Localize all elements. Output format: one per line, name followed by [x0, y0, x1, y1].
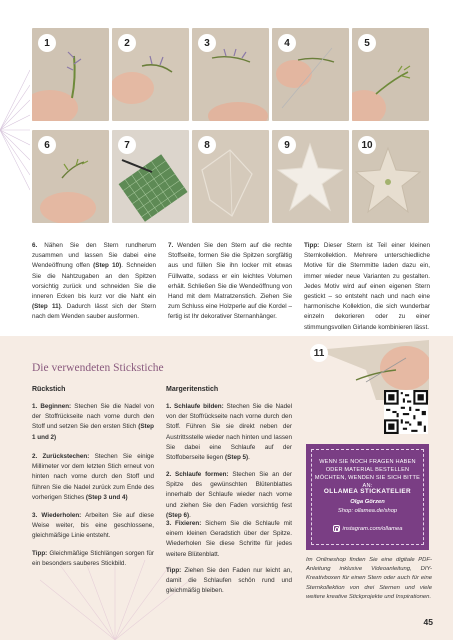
step-photo-5	[352, 28, 429, 121]
instagram-icon	[333, 525, 340, 532]
step-photo-4	[272, 28, 349, 121]
decorative-sunburst	[0, 60, 30, 200]
step-photo-7	[112, 130, 189, 223]
step-number-badge: 1	[38, 34, 56, 52]
section-title: Die verwendeten Stickstiche	[32, 362, 164, 374]
contact-person: Olga Görzen	[350, 499, 385, 505]
step-photo-10	[352, 130, 429, 223]
instruction-column-1: 6. Nähen Sie den Stern rundherum zusammen und lassen Sie dabei eine Wendeöffnung offen (Step 10). Schneiden Sie die Nahtzugaben an den Spitzen vorsichtig zurück und schneiden Sie die inneren Ecken bis kurz vor die Naht ein (Step 11). Dadurch lässt sich der Stern nach dem Wenden sauber ausformen.	[32, 242, 157, 321]
backstitch-step: 2. Zurückstechen: Stechen Sie einige Millimeter vor dem letzten Stich erneut von hinten nach vorne durch den Stoff und führen Sie die Nadel zurück zum Ende des vorherigen Stiches (Step 3 und 4)	[32, 453, 155, 501]
online-shop-note: Im Onlineshop finden Sie eine digitale PDF-Anleitung inklusive Videoanleitung, DIY-Kreativboxen für einen Stern oder auch für eine Sternkollektion von drei Sternen und viele weitere kreative Stickprojekte und Inspirationen.	[306, 557, 432, 600]
step-number-badge: 7	[118, 136, 136, 154]
step-photo-6	[32, 130, 109, 223]
step-number-badge: 2	[118, 34, 136, 52]
step-number-badge: 4	[278, 34, 296, 52]
step-number-badge: 10	[358, 136, 376, 154]
backstitch-step: 3. Wiederholen: Arbeiten Sie auf diese Weise weiter, bis eine geschlossene, gleichmäßige Linie entsteht.	[32, 512, 155, 540]
step-number-badge: 8	[198, 136, 216, 154]
daisy-stitch-heading: Margeritenstich	[166, 386, 219, 393]
step-photo-2	[112, 28, 189, 121]
instagram-link[interactable]	[314, 525, 421, 532]
instagram-label: instagram.com/ollamea	[342, 525, 403, 532]
step-photo-9	[272, 130, 349, 223]
daisy-stitch-step: 1. Schlaufe bilden: Stechen Sie die Nadel von der Stoffrückseite nach vorne durch den Stoff. Führen Sie sie direkt neben der Austrittsstelle wieder nach hinten und lassen Sie dabei eine Schlaufe auf der Stoffoberseite liegen (Step 5).	[166, 403, 292, 462]
backstitch-tip: Tipp: Gleichmäßige Stichlängen sorgen für ein besonders sauberes Stickbild.	[32, 550, 154, 568]
contact-question: WENN SIE NOCH FRAGEN HABEN ODER MATERIAL BESTELLEN MÖCHTEN, WENDEN SIE SICH BITTE AN:	[314, 459, 421, 489]
step-number-badge: 9	[278, 136, 296, 154]
company-name: OLLAMEA STICKATELIER	[323, 488, 412, 495]
daisy-stitch-step: 2. Schlaufe formen: Stechen Sie an der Spitze des gewünschten Blütenblattes innerhalb der Schlaufe wieder nach vorne und ziehen Sie den Faden vorsichtig fest (Step 6).	[166, 471, 293, 519]
step-number-badge: 3	[198, 34, 216, 52]
backstitch-heading: Rückstich	[32, 386, 66, 393]
instruction-column-2: 7. Wenden Sie den Stern auf die rechte Stoffseite, formen Sie die Spitzen sorgfältig aus und füllen Sie ihn locker mit etwas Füllwatte, sodass er ein leichtes Volumen erhält. Schließen Sie die Wendeöffnung von Hand mit dem Matratzenstich. Ziehen Sie zum Schluss eine Holzperle auf die Kordel – fertig ist Ihr dekorativer Sternanhänger.	[168, 242, 292, 321]
backstitch-step: 1. Beginnen: Stechen Sie die Nadel von der Stoffrückseite nach vorne durch den Stoff und setzen Sie den ersten Stich (Step 1 und 2)	[32, 403, 154, 441]
daisy-stitch-tip: Tipp: Ziehen Sie den Faden nur leicht an, damit die Schlaufen schön rund und gleichmäßig bleiben.	[166, 567, 292, 595]
tip-column: Tipp: Dieser Stern ist Teil einer kleinen Sternkollektion. Mehrere unterschiedliche Motive für die Sternmitte laden dazu ein, immer wieder neue Varianten zu gestalten. Jedes Motiv wird auf einen eigenen Stern gestickt – so entsteht nach und nach eine harmonische Kollektion, die sich wunderbar einzeln dekorieren oder zu einer stimmungsvollen Girlande kombinieren lässt.	[304, 242, 430, 331]
step-photo-8	[192, 130, 269, 223]
step-number-badge: 11	[310, 344, 328, 362]
step-photo-3	[192, 28, 269, 121]
step-number-badge: 5	[358, 34, 376, 52]
contact-info-box	[306, 444, 429, 550]
step-number-badge: 6	[38, 136, 56, 154]
shop-link[interactable]: Shop: ollamea.de/shop	[337, 508, 398, 514]
daisy-stitch-step: 3. Fixieren: Sichern Sie die Schlaufe mit einem kleinen Geradstich über der Spitze. Wiederholen Sie diese Schritte für jedes weitere Blütenblatt.	[166, 520, 292, 558]
qr-code[interactable]	[384, 390, 428, 434]
step-photo-1	[32, 28, 109, 121]
page-number: 45	[423, 617, 433, 627]
